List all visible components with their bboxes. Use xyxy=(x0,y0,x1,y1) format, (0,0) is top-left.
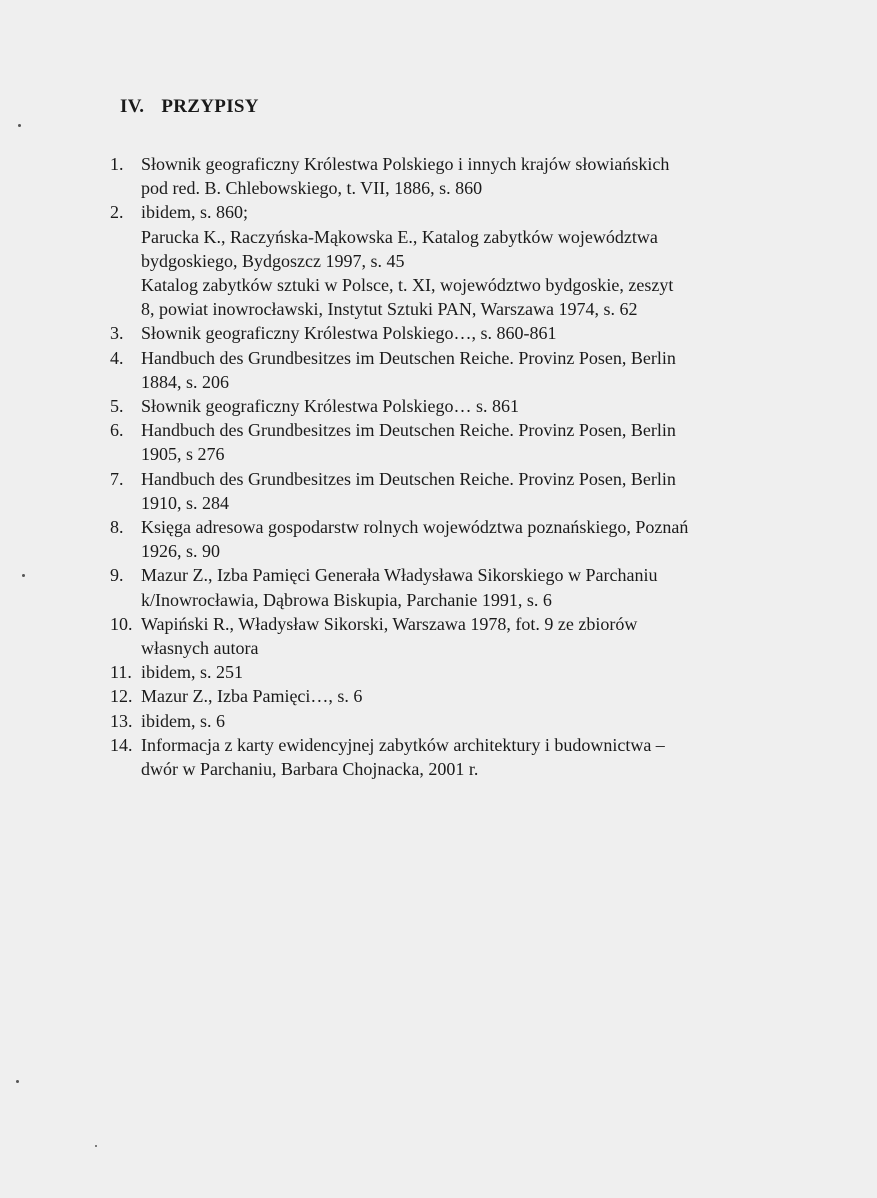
footnote-number: 14. xyxy=(110,734,133,755)
scan-speck xyxy=(16,1080,19,1083)
footnote-text-line: Informacja z karty ewidencyjnej zabytków architektury i budownictwa – xyxy=(141,734,665,755)
footnote-number: 12. xyxy=(110,686,133,707)
footnote-number: 7. xyxy=(110,468,124,489)
footnotes-list xyxy=(110,152,790,781)
footnote-text-line: Handbuch des Grundbesitzes im Deutschen Reiche. Provinz Posen, Berlin xyxy=(141,468,676,489)
scan-speck xyxy=(18,124,21,127)
footnote-item xyxy=(110,515,790,563)
footnote-item xyxy=(110,467,790,515)
footnote-number: 8. xyxy=(110,517,124,538)
footnote-item xyxy=(110,418,790,466)
footnote-item xyxy=(110,394,790,418)
footnote-number: 10. xyxy=(110,613,133,634)
footnote-text-line: 8, powiat inowrocławski, Instytut Sztuki PAN, Warszawa 1974, s. 62 xyxy=(141,299,638,320)
footnote-text-line: Księga adresowa gospodarstw rolnych województwa poznańskiego, Poznań xyxy=(141,517,689,538)
footnote-text-line: Mazur Z., Izba Pamięci Generała Władysława Sikorskiego w Parchaniu xyxy=(141,565,658,586)
footnote-text-line: ibidem, s. 251 xyxy=(141,662,243,683)
footnote-item xyxy=(110,152,790,200)
footnote-text-line: Handbuch des Grundbesitzes im Deutschen Reiche. Provinz Posen, Berlin xyxy=(141,347,676,368)
footnote-number: 5. xyxy=(110,396,124,417)
footnote-text-line: Mazur Z., Izba Pamięci…, s. 6 xyxy=(141,686,363,707)
footnote-text-line: dwór w Parchaniu, Barbara Chojnacka, 2001 r. xyxy=(141,759,479,780)
footnote-text-line: 1910, s. 284 xyxy=(141,492,230,513)
footnote-text-line: własnych autora xyxy=(141,638,259,659)
scan-speck xyxy=(22,574,25,577)
footnote-number: 6. xyxy=(110,420,124,441)
footnote-text-line: 1884, s. 206 xyxy=(141,371,230,392)
footnote-text-line: Słownik geograficzny Królestwa Polskiego i innych krajów słowiańskich xyxy=(141,154,670,174)
footnote-item xyxy=(110,563,790,611)
footnote-text-line: pod red. B. Chlebowskiego, t. VII, 1886, s. 860 xyxy=(141,178,483,199)
footnote-text-line: bydgoskiego, Bydgoszcz 1997, s. 45 xyxy=(141,250,405,271)
footnote-text-line: Parucka K., Raczyńska-Mąkowska E., Katalog zabytków województwa xyxy=(141,226,658,247)
footnote-text-line: ibidem, s. 860; xyxy=(141,202,248,223)
footnote-text-line: Katalog zabytków sztuki w Polsce, t. XI, województwo bydgoskie, zeszyt xyxy=(141,275,674,296)
footnote-number: 1. xyxy=(110,154,124,174)
footnote-text-line: ibidem, s. 6 xyxy=(141,710,225,731)
footnote-number: 11. xyxy=(110,662,132,683)
scan-speck xyxy=(95,1145,97,1147)
footnote-text-line: 1905, s 276 xyxy=(141,444,225,465)
footnote-number: 4. xyxy=(110,347,124,368)
footnote-item xyxy=(110,709,790,733)
footnote-text-line: Handbuch des Grundbesitzes im Deutschen Reiche. Provinz Posen, Berlin xyxy=(141,420,676,441)
footnote-item xyxy=(110,684,790,708)
footnote-number: 2. xyxy=(110,202,124,223)
footnote-item xyxy=(110,733,790,781)
footnote-number: 3. xyxy=(110,323,124,344)
footnote-text-line: k/Inowrocławia, Dąbrowa Biskupia, Parchanie 1991, s. 6 xyxy=(141,589,552,610)
footnote-number: 9. xyxy=(110,565,124,586)
footnote-text-line: Słownik geograficzny Królestwa Polskiego… s. 861 xyxy=(141,396,519,417)
footnote-text-line: Słownik geograficzny Królestwa Polskiego…, s. 860-861 xyxy=(141,323,557,344)
footnote-text-line: Wapiński R., Władysław Sikorski, Warszawa 1978, fot. 9 ze zbiorów xyxy=(141,613,638,634)
footnote-item xyxy=(110,660,790,684)
footnote-item xyxy=(110,321,790,345)
footnote-text-line: 1926, s. 90 xyxy=(141,541,221,562)
footnote-number: 13. xyxy=(110,710,133,731)
footnote-item xyxy=(110,612,790,660)
footnote-item xyxy=(110,200,790,321)
section-heading: IV. PRZYPISY xyxy=(120,96,259,117)
footnote-item xyxy=(110,346,790,394)
